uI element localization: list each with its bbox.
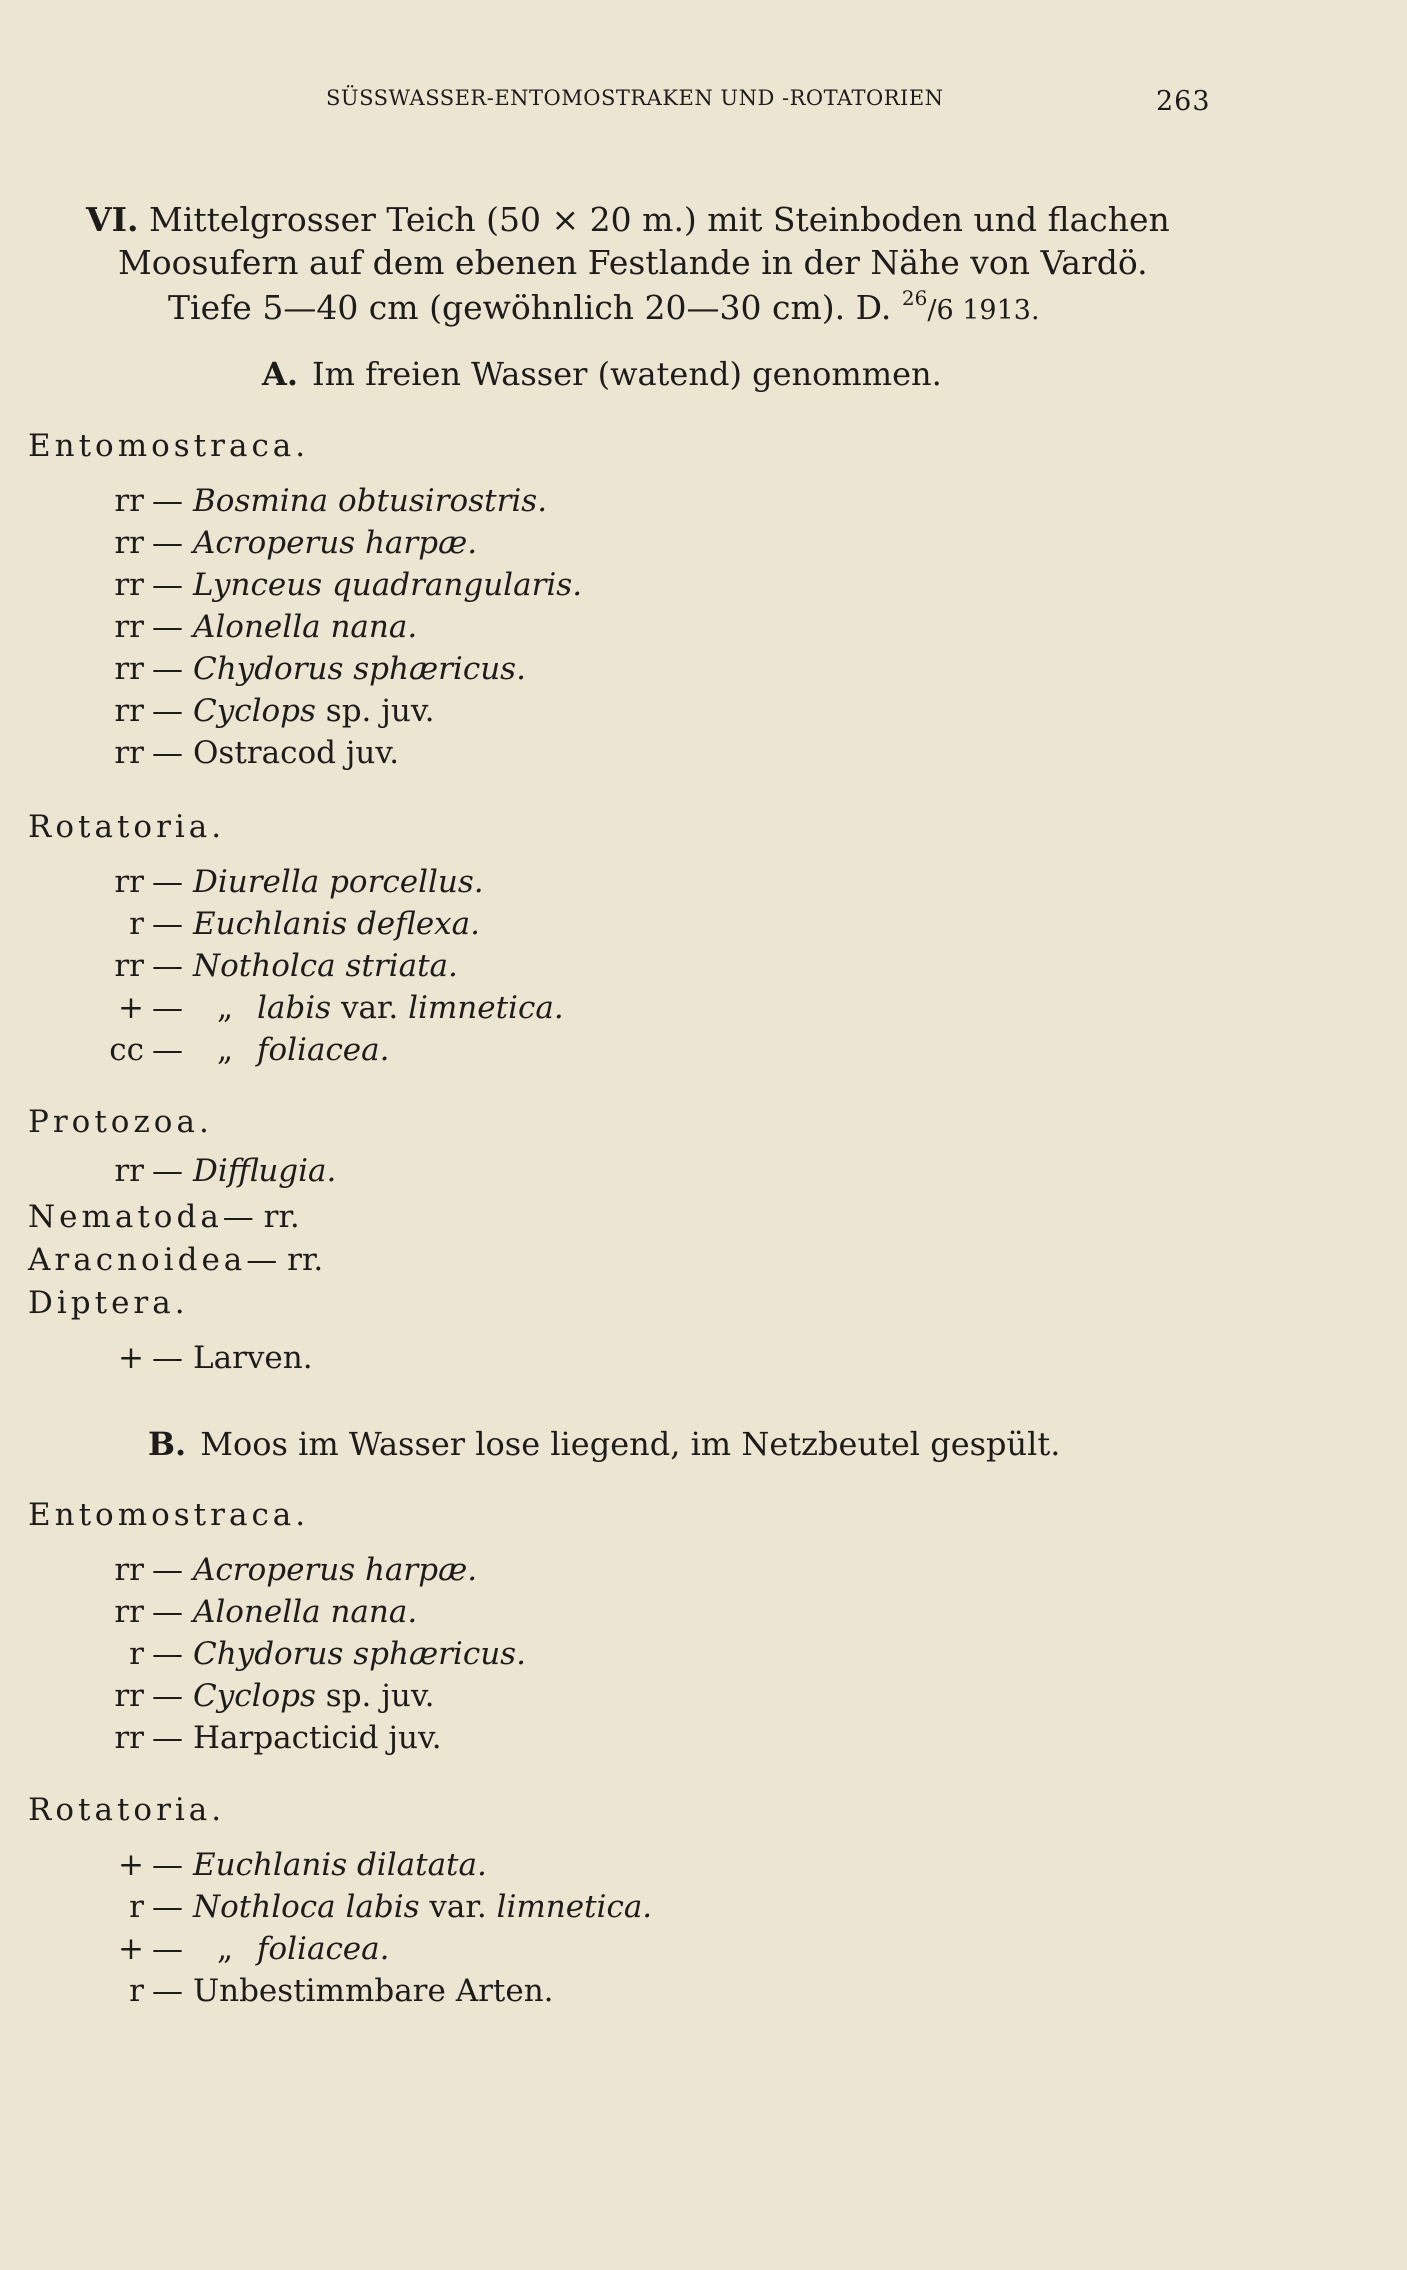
taxon-note: Larven. — [193, 1340, 313, 1376]
ditto-mark: „ — [216, 1032, 234, 1068]
list-item: rr — Alonella nana. — [96, 1594, 417, 1630]
taxon-name: Cyclops — [193, 693, 316, 729]
abundance: cc — [109, 1032, 144, 1068]
taxon-name: Cyclops — [193, 1678, 316, 1714]
group-heading: Rotatoria. — [28, 809, 226, 845]
taxon-note: Harpacticid juv. — [193, 1720, 442, 1756]
taxon-note: Unbestimmbare Arten. — [193, 1973, 554, 2009]
date-rest: /6 1913. — [927, 295, 1040, 326]
section-a-heading — [262, 355, 942, 393]
taxon-name: Acroperus harpæ. — [193, 525, 478, 561]
abundance: r — [129, 1973, 144, 2009]
list-item: r — Chydorus sphæricus. — [96, 1636, 526, 1672]
ditto-mark: „ — [216, 1931, 234, 1967]
list-item: rr — Acroperus harpæ. — [96, 1552, 477, 1588]
group-heading-inline — [28, 1242, 323, 1278]
taxon-note: sp. juv. — [325, 693, 435, 729]
taxon-note: sp. juv. — [325, 1678, 435, 1714]
abundance: r — [129, 1889, 144, 1925]
list-item: rr — Acroperus harpæ. — [96, 525, 477, 561]
abundance: rr — [114, 735, 144, 771]
abundance: + — [118, 1340, 144, 1376]
abundance: + — [118, 990, 144, 1026]
abundance: r — [129, 1636, 144, 1672]
group-heading: Entomostraca. — [28, 428, 310, 464]
taxon-name: labis — [257, 990, 332, 1026]
group-heading: Entomostraca. — [28, 1497, 310, 1533]
section-letter: A. — [262, 355, 298, 393]
list-item: + — Euchlanis dilatata. — [96, 1847, 487, 1883]
taxon-name: Diurella porcellus. — [193, 864, 484, 900]
station-line-2: Moosufern auf dem ebenen Festlande in der Nähe von Vardö. — [118, 243, 1148, 282]
list-item: rr — Ostracod juv. — [96, 735, 399, 771]
abundance: r — [129, 906, 144, 942]
variety-name: limnetica. — [496, 1889, 653, 1925]
variety-name: limnetica. — [408, 990, 564, 1026]
section-title: Im freien Wasser (watend) genommen. — [311, 355, 942, 393]
abundance: rr — [114, 525, 144, 561]
taxon-name: foliacea. — [257, 1931, 390, 1967]
list-item: rr — Cyclops sp. juv. — [96, 693, 435, 729]
ditto-mark: „ — [216, 990, 234, 1026]
abundance: rr — [114, 1678, 144, 1714]
list-item: rr — Bosmina obtusirostris. — [96, 483, 547, 519]
taxon-name: Euchlanis dilatata. — [193, 1847, 487, 1883]
taxon-note: Ostracod juv. — [193, 735, 400, 771]
list-item: + — „ labis var. limnetica. — [96, 990, 564, 1026]
group-name: Nematoda — [28, 1199, 223, 1235]
taxon-name: Alonella nana. — [193, 609, 418, 645]
list-item: r — Unbestimmbare Arten. — [96, 1973, 554, 2009]
taxon-name: Alonella nana. — [193, 1594, 418, 1630]
station-line-1 — [86, 200, 1170, 239]
abundance: rr — [114, 693, 144, 729]
group-heading: Protozoa. — [28, 1104, 213, 1140]
section-letter: B. — [148, 1425, 187, 1463]
taxon-name: Bosmina obtusirostris. — [193, 483, 548, 519]
station-number: VI. — [86, 200, 139, 239]
running-title: SÜSSWASSER-ENTOMOSTRAKEN UND -ROTATORIEN — [326, 86, 944, 110]
list-item: rr — Chydorus sphæricus. — [96, 651, 526, 687]
taxon-note: var. — [429, 1889, 487, 1925]
list-item: r — Nothloca labis var. limnetica. — [96, 1889, 652, 1925]
date-superscript: 26 — [901, 286, 928, 310]
station-line-3 — [168, 286, 1040, 327]
abundance: rr — [114, 651, 144, 687]
list-item: rr — Diurella porcellus. — [96, 864, 484, 900]
list-item: rr — Lynceus quadrangularis. — [96, 567, 582, 603]
group-heading: Rotatoria. — [28, 1792, 226, 1828]
list-item: rr — Notholca striata. — [96, 948, 458, 984]
abundance-inline: — rr. — [222, 1199, 300, 1235]
abundance-inline: — rr. — [246, 1242, 324, 1278]
taxon-note: var. — [340, 990, 399, 1026]
list-item: rr — Alonella nana. — [96, 609, 417, 645]
abundance: rr — [114, 1720, 144, 1756]
abundance: rr — [114, 1552, 144, 1588]
taxon-name: Euchlanis deflexa. — [193, 906, 480, 942]
abundance: + — [118, 1931, 144, 1967]
abundance: rr — [114, 864, 144, 900]
section-b-heading — [148, 1425, 1060, 1463]
page-number: 263 — [1156, 86, 1211, 117]
list-item: r — Euchlanis deflexa. — [96, 906, 480, 942]
list-item: + — „ foliacea. — [96, 1931, 390, 1967]
list-item: rr — Difflugia. — [96, 1153, 336, 1189]
abundance: rr — [114, 948, 144, 984]
taxon-name: Nothloca labis — [193, 1889, 420, 1925]
abundance: rr — [114, 567, 144, 603]
taxon-name: Chydorus sphæricus. — [193, 1636, 526, 1672]
list-item: + — Larven. — [96, 1340, 313, 1376]
list-item: rr — Harpacticid juv. — [96, 1720, 442, 1756]
taxon-name: Difflugia. — [193, 1153, 337, 1189]
taxon-name: Notholca striata. — [193, 948, 458, 984]
abundance: rr — [114, 483, 144, 519]
station-text-1: Mittelgrosser Teich (50 × 20 m.) mit Steinboden und flachen — [149, 200, 1170, 239]
abundance: + — [118, 1847, 144, 1883]
taxon-name: Acroperus harpæ. — [193, 1552, 478, 1588]
taxon-name: foliacea. — [257, 1032, 390, 1068]
abundance: rr — [114, 1594, 144, 1630]
list-item: cc — „ foliacea. — [96, 1032, 390, 1068]
abundance: rr — [114, 1153, 144, 1189]
list-item: rr — Cyclops sp. juv. — [96, 1678, 435, 1714]
station-text-3: Tiefe 5—40 cm (gewöhnlich 20—30 cm). D. — [168, 288, 892, 327]
taxon-name: Chydorus sphæricus. — [193, 651, 526, 687]
section-title: Moos im Wasser lose liegend, im Netzbeutel gespült. — [200, 1425, 1061, 1463]
group-name: Aracnoidea — [28, 1242, 247, 1278]
group-heading-inline — [28, 1199, 300, 1235]
abundance: rr — [114, 609, 144, 645]
group-heading: Diptera. — [28, 1285, 189, 1321]
taxon-name: Lynceus quadrangularis. — [193, 567, 583, 603]
